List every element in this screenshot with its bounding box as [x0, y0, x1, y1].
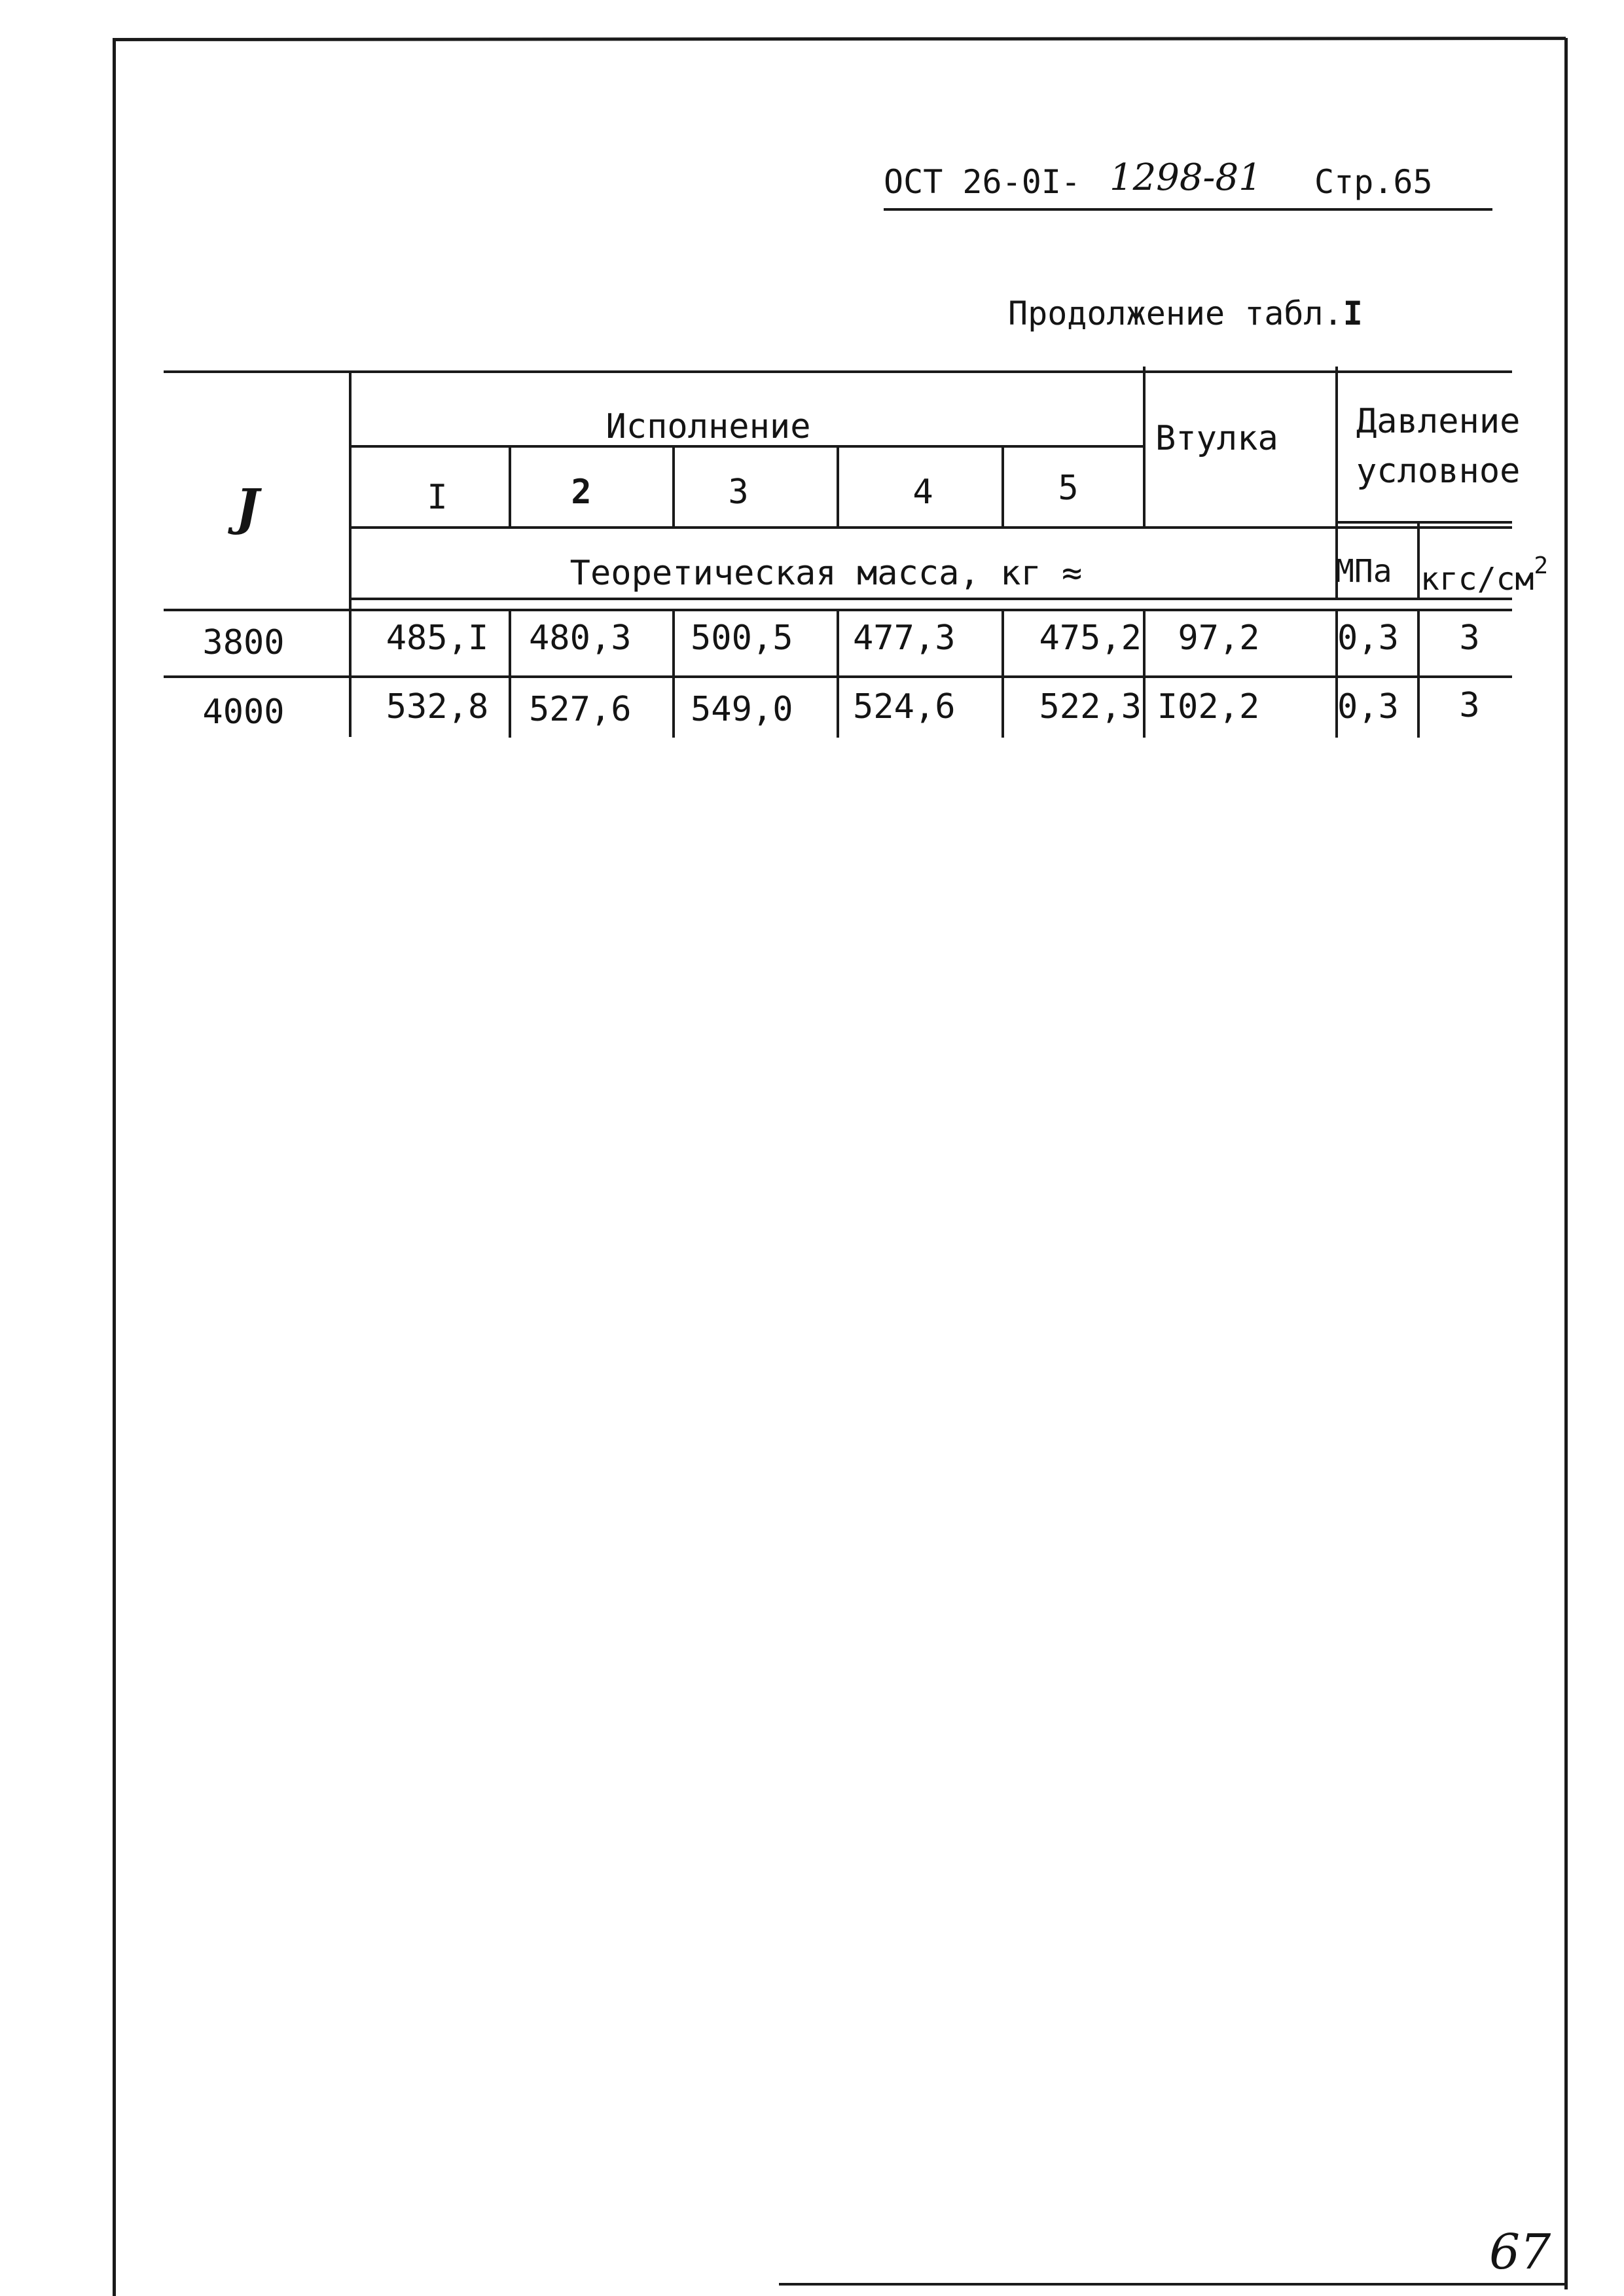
rule-col-v2: [672, 446, 675, 528]
version-header-4: 4: [912, 473, 933, 512]
mass-table: [0, 0, 1624, 785]
bushing-header: Втулка: [1155, 419, 1278, 458]
frame-bottom-border: [779, 2283, 1568, 2286]
row1-v1: 485,I: [386, 619, 489, 658]
row-header-symbol: J: [236, 478, 259, 536]
caption-table-number: I: [1343, 295, 1363, 332]
rule-col-bushing: [1143, 367, 1146, 528]
row2-v4: 524,6: [853, 687, 956, 726]
version-header-1: I: [427, 478, 448, 517]
rule-body-v2: [672, 610, 675, 738]
row2-mpa: 0,3: [1337, 687, 1399, 726]
row1-kgf: 3: [1459, 619, 1480, 658]
pressure-header-line1: Давление: [1356, 402, 1521, 441]
mass-header: Теоретическая масса, кг ≈: [569, 554, 1083, 593]
rule-body-mpa: [1417, 610, 1420, 738]
row1-size: 3800: [202, 623, 285, 662]
row1-v5: 475,2: [1039, 619, 1142, 658]
unit-kgf: [1420, 552, 1548, 599]
row2-size: 4000: [202, 692, 285, 732]
standard-number: 1298-81: [1110, 156, 1262, 199]
caption-text: Продолжение табл.: [1008, 295, 1343, 332]
row1-mpa: 0,3: [1337, 619, 1399, 658]
row1-bushing: 97,2: [1178, 619, 1260, 658]
row1-v3: 500,5: [691, 619, 793, 658]
version-header-2: 2: [571, 473, 592, 512]
rule-col-size: [349, 370, 352, 737]
rule-col-mpa: [1417, 522, 1420, 599]
row1-v4: 477,3: [853, 619, 956, 658]
row2-bushing: I02,2: [1157, 687, 1260, 726]
group-header-execution: Исполнение: [605, 407, 811, 446]
rule-body-bushing: [1143, 610, 1146, 738]
unit-kgf-text: кгс/см: [1420, 561, 1534, 598]
version-header-5: 5: [1058, 469, 1079, 508]
row2-v1: 532,8: [386, 687, 489, 726]
row2-v5: 522,3: [1039, 687, 1142, 726]
rule-units-top: [1335, 521, 1512, 524]
row2-v3: 549,0: [691, 690, 793, 729]
unit-mpa: МПа: [1335, 553, 1392, 590]
pressure-header-line2: условное: [1356, 452, 1521, 491]
rule-col-v4: [1001, 446, 1004, 528]
unit-kgf-superscript: 2: [1534, 552, 1549, 579]
rule-top: [164, 370, 1512, 373]
version-header-3: 3: [728, 473, 749, 512]
row1-v2: 480,3: [529, 619, 632, 658]
page-number: 67: [1489, 2224, 1551, 2280]
rule-col-v3: [837, 446, 839, 528]
standard-prefix: ОСТ 26-0I-: [884, 163, 1081, 201]
rule-col-v1: [509, 446, 511, 528]
rule-body-v4: [1001, 610, 1004, 738]
row2-v2: 527,6: [529, 690, 632, 729]
rule-body-v3: [837, 610, 839, 738]
rule-body-v1: [509, 610, 511, 738]
page-label: Стр.65: [1314, 163, 1433, 201]
row2-kgf: 3: [1459, 686, 1480, 725]
